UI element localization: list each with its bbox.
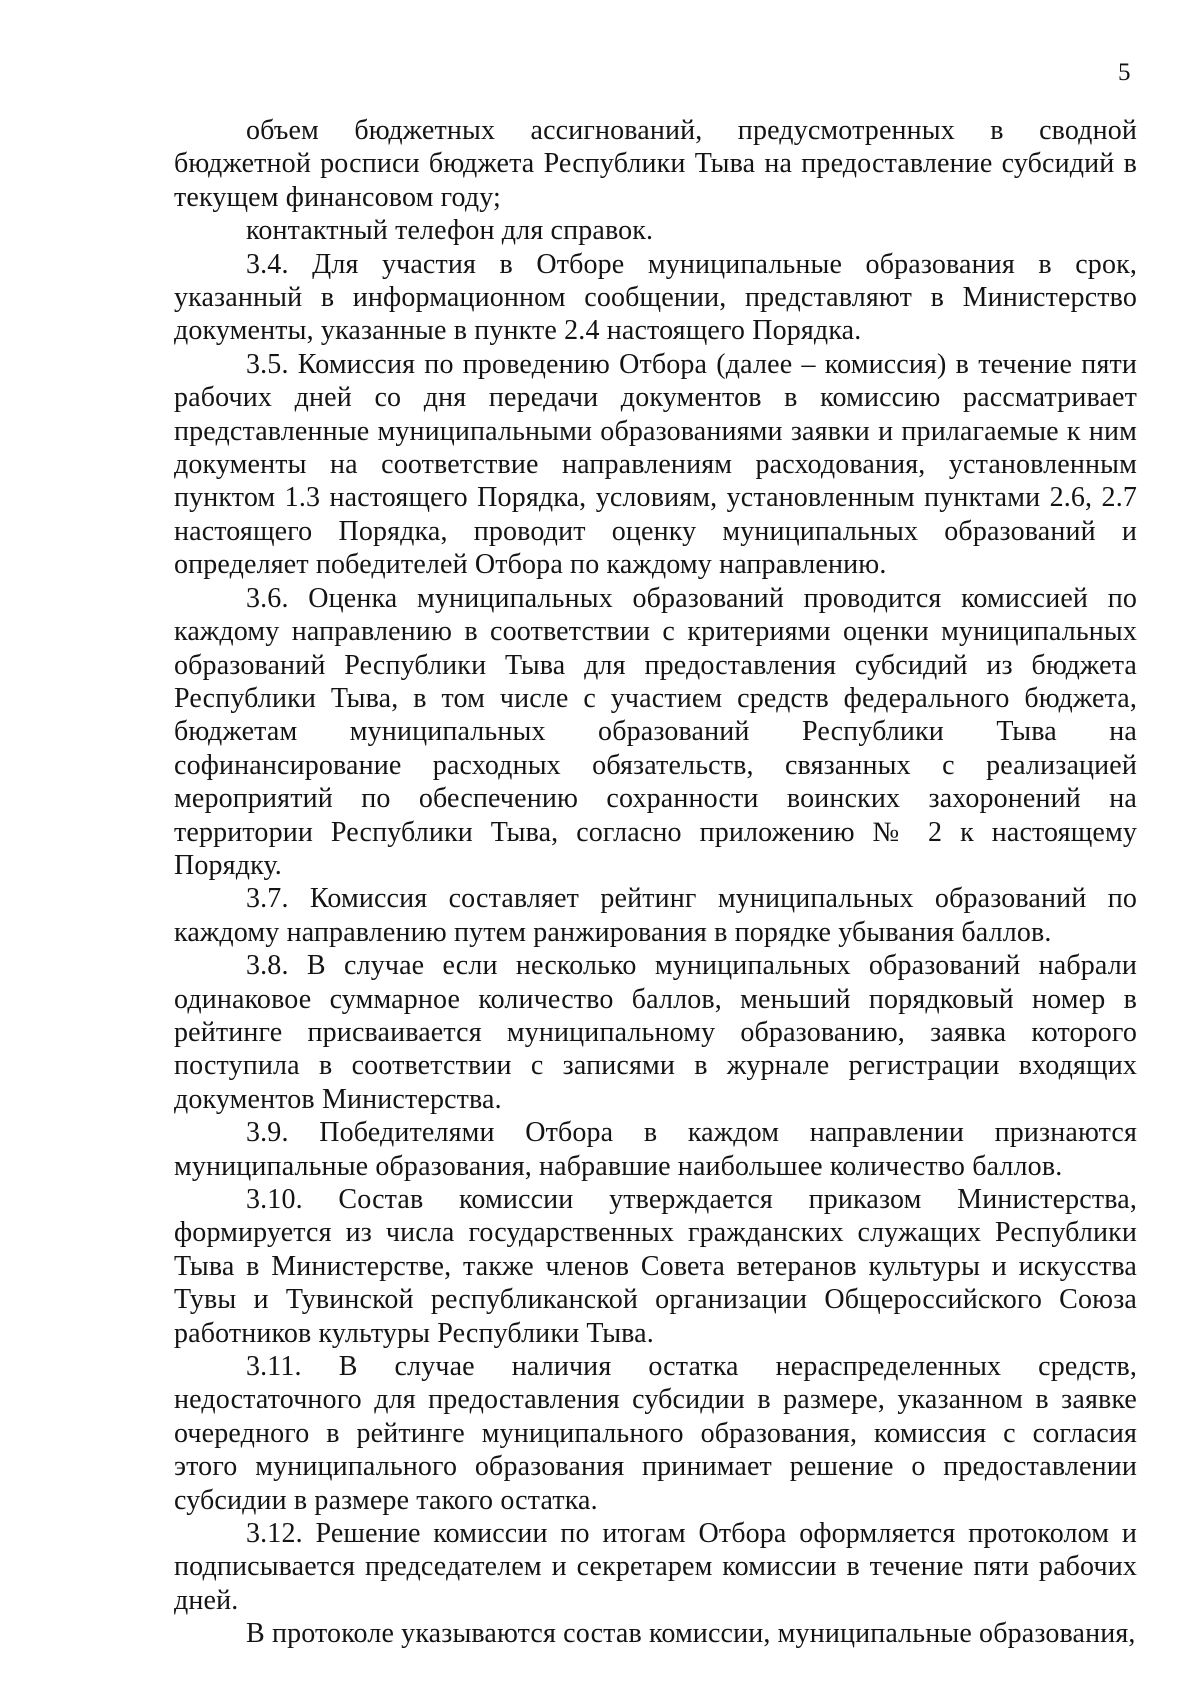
paragraph-protocol-contents: В протоколе указываются состав комиссии, муниципальные образования, <box>246 1618 1136 1650</box>
paragraph-3-9: 3.9. Победителями Отбора в каждом направлении признаются муниципальные образования, набравшие наибольшее количество баллов. <box>174 1117 1137 1182</box>
paragraph-3-4: 3.4. Для участия в Отборе муниципальные образования в срок, указанный в информационном сообщении, представляют в Министерство документы, указанные в пункте 2.4 настоящего Порядка. <box>174 248 1137 347</box>
paragraph-budget-volume: объем бюджетных ассигнований, предусмотренных в сводной бюджетной росписи бюджета Республики Тыва на предоставление субсидий в текущем финансовом году; <box>174 115 1137 213</box>
paragraph-3-11: 3.11. В случае наличия остатка нераспределенных средств, недостаточного для предоставления субсидии в размере, указанном в заявке очередного в рейтинге муниципального образования, комиссия с согласия этого муниципального образования принимает решение о предоставлении субсидии в размере такого остатка. <box>174 1351 1137 1516</box>
paragraph-3-10: 3.10. Состав комиссии утверждается приказом Министерства, формируется из числа государственных гражданских служащих Республики Тыва в Министерстве, также членов Совета ветеранов культуры и искусства Тувы и Тувинской республиканской организации Общероссийского Союза работников культуры Республики Тыва. <box>174 1184 1137 1349</box>
page-number: 5 <box>1118 59 1131 86</box>
paragraph-3-8: 3.8. В случае если несколько муниципальных образований набрали одинаковое суммарное количество баллов, меньший порядковый номер в рейтинге присваивается муниципальному образованию, заявка которого поступила в соответствии с записями в журнале регистрации входящих документов Министерства. <box>174 950 1137 1115</box>
paragraph-3-6: 3.6. Оценка муниципальных образований проводится комиссией по каждому направлению в соответствии с критериями оценки муниципальных образований Республики Тыва для предоставления субсидий из бюджета Республики Тыва, в том числе с участием средств федерального бюджета, бюджетам муниципальных образований Республики Тыва на софинансирование расходных обязательств, связанных с реализацией мероприятий по обеспечению сохранности воинских захоронений на территории Республики Тыва, согласно приложению № 2 к настоящему Порядку. <box>174 582 1137 881</box>
paragraph-3-12: 3.12. Решение комиссии по итогам Отбора оформляется протоколом и подписывается председателем и секретарем комиссии в течение пяти рабочих дней. <box>174 1518 1137 1616</box>
paragraph-3-5: 3.5. Комиссия по проведению Отбора (далее – комиссия) в течение пяти рабочих дней со дня передачи документов в комиссию рассматривает представленные муниципальными образованиями заявки и прилагаемые к ним документы на соответствие направлениям расходования, установленным пунктом 1.3 настоящего Порядка, условиям, установленным пунктами 2.6, 2.7 настоящего Порядка, проводит оценку муниципальных образований и определяет победителей Отбора по каждому направлению. <box>174 348 1137 581</box>
paragraph-contact-phone: контактный телефон для справок. <box>246 215 654 247</box>
document-body <box>174 114 1137 1651</box>
paragraph-3-7: 3.7. Комиссия составляет рейтинг муниципальных образований по каждому направлению путем ранжирования в порядке убывания баллов. <box>174 883 1137 948</box>
